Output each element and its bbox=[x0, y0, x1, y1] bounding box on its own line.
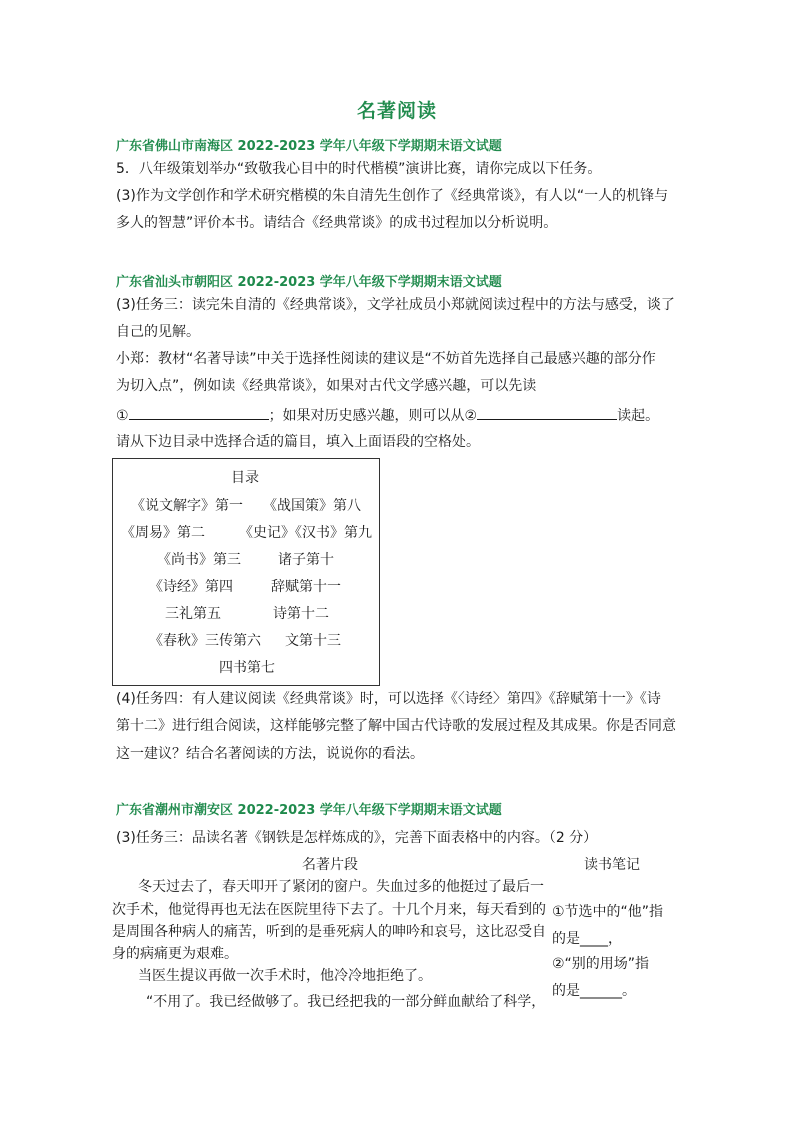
toc-item: 《史记》《汉书》第九 bbox=[239, 525, 372, 541]
toc-item: 《说文解字》第一 bbox=[131, 498, 243, 514]
toc-item: 《尚书》第三 bbox=[157, 552, 241, 568]
task-3-steel: (3)任务三：品读名著《钢铁是怎样炼成的》，完善下面表格中的内容。（2 分） bbox=[116, 830, 598, 846]
task-3-line2: 自己的见解。 bbox=[116, 324, 200, 340]
table-of-contents bbox=[112, 458, 380, 686]
question-5: 5．八年级策划举办“致敬我心目中的时代楷模”演讲比赛，请你完成以下任务。 bbox=[116, 161, 602, 177]
task-4-line2: 第十二》进行组合阅读，这样能够完整了解中国古代诗歌的发展过程及其成果。你是否同意 bbox=[116, 718, 676, 734]
question-3-line1: (3)作为文学创作和学术研究楷模的朱自清先生创作了《经典常谈》，有人以“一人的机锋与 bbox=[116, 188, 669, 204]
excerpt-line: 是周围各种病人的痛苦，听到的是垂死病人的呻吟和哀号，这比忍受自 bbox=[112, 924, 546, 940]
toc-item: 《战国策》第八 bbox=[263, 498, 361, 514]
excerpt-line: 冬天过去了，春天叩开了紧闭的窗户。失血过多的他挺过了最后一 bbox=[138, 879, 544, 895]
source-heading-chaozhou: 广东省潮州市潮安区 2022-2023 学年八年级下学期期末语文试题 bbox=[116, 803, 502, 818]
toc-item: 四书第七 bbox=[219, 660, 275, 676]
toc-item: 《周易》第二 bbox=[121, 525, 205, 541]
toc-item: 诗第十二 bbox=[273, 606, 329, 622]
blank-mid-text: ；如果对历史感兴趣，则可以从② bbox=[268, 408, 478, 424]
note-line: 的是____， bbox=[552, 931, 622, 947]
zheng-line1: 小郑：教材“名著导读”中关于选择性阅读的建议是“不妨首先选择自己最感兴趣的部分作 bbox=[116, 351, 656, 367]
task-4-line1: (4)任务四：有人建议阅读《经典常谈》时，可以选择《〈诗经〉第四》《辞赋第十一》《诗 bbox=[116, 691, 661, 707]
source-heading-shantou: 广东省汕头市朝阳区 2022-2023 学年八年级下学期期末语文试题 bbox=[116, 275, 502, 290]
blank-1-label: ① bbox=[116, 408, 129, 424]
column-header-excerpt: 名著片段 bbox=[302, 857, 358, 873]
zheng-line2: 为切入点”，例如读《经典常谈》，如果对古代文学感兴趣，可以先读 bbox=[116, 378, 537, 394]
note-line: 的是______。 bbox=[552, 983, 636, 999]
excerpt-line: 身的病痛更为艰难。 bbox=[112, 946, 238, 962]
blank-end-text: 读起。 bbox=[617, 408, 660, 424]
question-3-line2: 多人的智慧”评价本书。请结合《经典常谈》的成书过程加以分析说明。 bbox=[116, 215, 558, 231]
toc-item: 文第十三 bbox=[285, 633, 341, 649]
column-header-notes: 读书笔记 bbox=[584, 857, 640, 873]
toc-item: 《诗经》第四 bbox=[149, 579, 233, 595]
toc-item: 三礼第五 bbox=[165, 606, 221, 622]
note-line: ②“别的用场”指 bbox=[552, 956, 650, 972]
excerpt-line: “不用了。我已经做够了。我已经把我的一部分鲜血献给了科学， bbox=[146, 994, 546, 1010]
task-4-line3: 这一建议？结合名著阅读的方法，说说你的看法。 bbox=[116, 746, 424, 762]
toc-item: 《春秋》三传第六 bbox=[149, 633, 261, 649]
task-3-line1: (3)任务三：读完朱自清的《经典常谈》，文学社成员小郑就阅读过程中的方法与感受，谈了 bbox=[116, 297, 675, 313]
excerpt-line: 次手术，他觉得再也无法在医院里待下去了。十几个月来，每天看到的 bbox=[112, 902, 546, 918]
toc-item: 诸子第十 bbox=[278, 552, 334, 568]
note-line: ①节选中的“他”指 bbox=[552, 904, 664, 920]
source-heading-foshan: 广东省佛山市南海区 2022-2023 学年八年级下学期期末语文试题 bbox=[116, 139, 502, 154]
toc-instruction: 请从下边目录中选择合适的篇目，填入上面语段的空格处。 bbox=[116, 434, 480, 450]
toc-item: 辞赋第十一 bbox=[271, 579, 341, 595]
fill-blank-line bbox=[116, 405, 659, 425]
excerpt-line: 当医生提议再做一次手术时，他冷冷地拒绝了。 bbox=[138, 968, 432, 984]
blank-1[interactable] bbox=[129, 405, 269, 420]
toc-heading: 目录 bbox=[231, 470, 259, 486]
page-title: 名著阅读 bbox=[356, 100, 437, 122]
blank-2[interactable] bbox=[477, 405, 617, 420]
